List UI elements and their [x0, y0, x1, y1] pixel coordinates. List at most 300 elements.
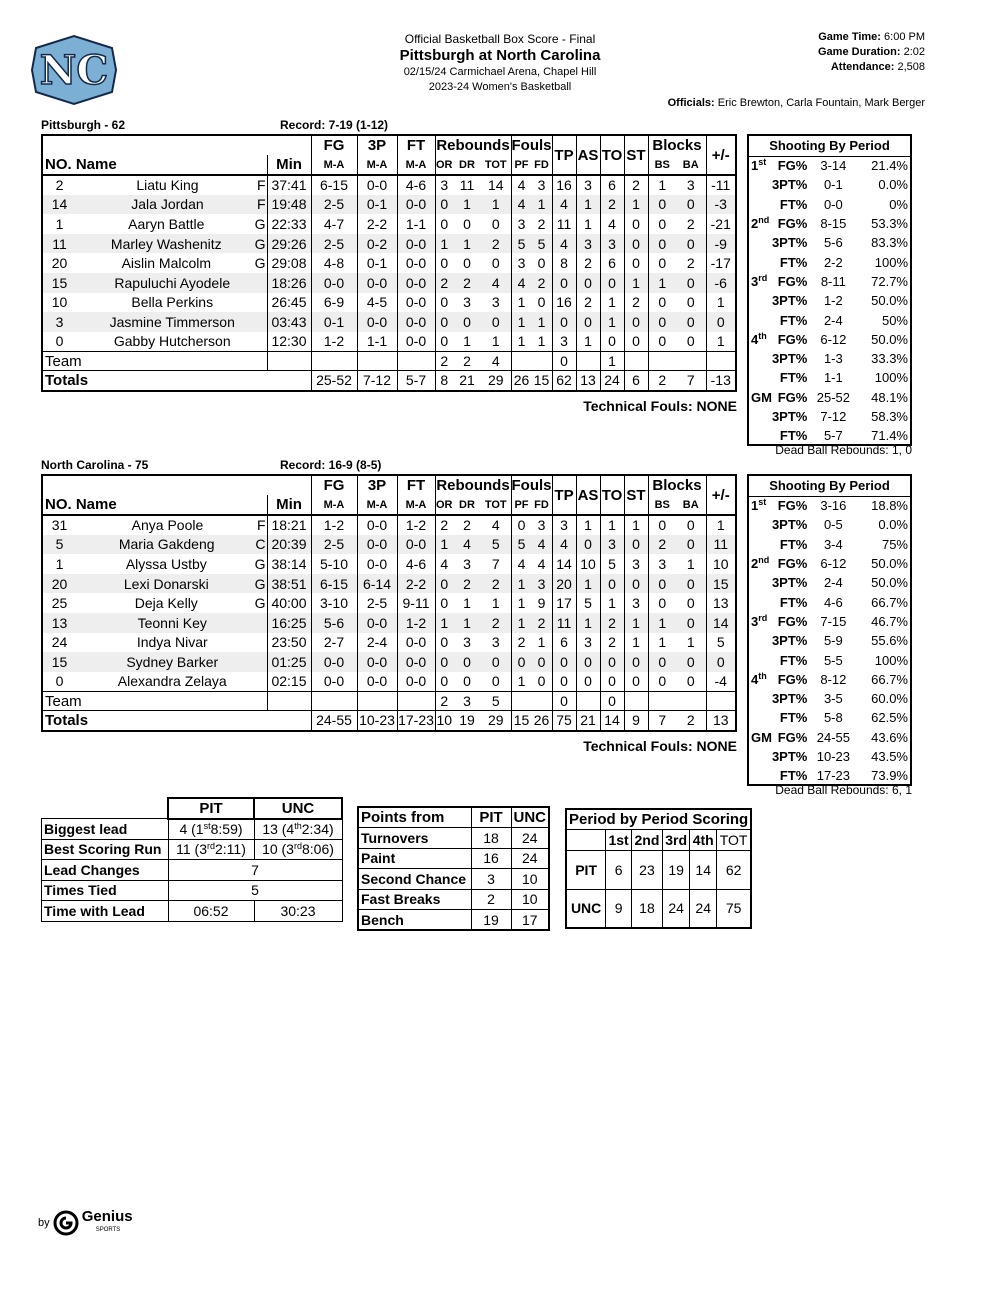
player-or: 1	[435, 535, 453, 555]
player-position: G	[254, 595, 266, 612]
player-or: 0	[435, 652, 453, 672]
player-name: Marley Washenitz	[110, 235, 222, 252]
player-name-cell	[76, 574, 267, 594]
sbp-row	[748, 156, 911, 175]
empty-cell	[676, 351, 706, 371]
player-tot: 0	[481, 312, 511, 332]
sbp-period	[748, 496, 772, 515]
sbp-row	[748, 252, 911, 271]
player-bs: 0	[648, 515, 676, 535]
sbp-period	[748, 368, 772, 387]
player-pm: 1	[706, 515, 736, 535]
sbp-period	[748, 388, 772, 407]
player-tp3: 2-2	[357, 214, 397, 234]
period-number: 1	[751, 498, 759, 514]
totals-tp: 62	[552, 371, 576, 391]
player-pf: 1	[511, 672, 532, 692]
totals-label: Totals	[42, 711, 311, 731]
team-or: 2	[435, 691, 453, 711]
player-number: 3	[42, 312, 76, 332]
player-to: 3	[600, 234, 624, 254]
player-row	[42, 273, 736, 293]
player-tot: 4	[481, 273, 511, 293]
period-score: 6	[606, 850, 632, 889]
time-with-lead-label: Time with Lead	[42, 901, 169, 922]
footer-by: by	[38, 1217, 50, 1229]
sbp-period	[748, 349, 772, 368]
player-fd: 0	[537, 673, 546, 690]
genius-logo-icon	[53, 1210, 79, 1236]
player-as: 5	[576, 593, 600, 613]
team1-dead-ball-rebounds: Dead Ball Rebounds: 1, 0	[775, 443, 912, 457]
player-ft: 0-0	[397, 633, 435, 653]
player-tp: 0	[552, 273, 576, 293]
period-number: 2	[751, 556, 759, 572]
sbp-row	[748, 214, 911, 233]
player-tp: 11	[552, 214, 576, 234]
sbp-period	[748, 233, 772, 252]
sbp-made-att: 8-15	[820, 216, 847, 232]
player-pf: 5	[511, 234, 532, 254]
player-pm: 11	[706, 535, 736, 555]
player-row	[42, 332, 736, 352]
player-min: 29:26	[267, 234, 311, 254]
player-dr: 2	[453, 273, 481, 293]
sbp-period	[748, 650, 772, 669]
player-min: 16:25	[267, 613, 311, 633]
sbp-row	[748, 535, 911, 554]
player-as: 1	[576, 574, 600, 594]
pm-header: +/-	[706, 135, 736, 175]
sbp-row	[748, 310, 911, 329]
team2-box-score	[41, 474, 737, 732]
player-tp: 16	[552, 175, 576, 195]
ba-header: BA	[682, 498, 699, 511]
player-ba: 0	[686, 294, 695, 311]
player-tot: 3	[491, 634, 500, 651]
player-fd: 3	[532, 175, 553, 195]
sbp-made-att: 3-4	[823, 536, 843, 552]
sbp-row	[748, 291, 911, 310]
fg-header: FG	[311, 475, 357, 495]
sbp-header-row	[748, 135, 911, 156]
team2-dead-ball-rebounds: Dead Ball Rebounds: 6, 1	[775, 783, 912, 797]
sbp-row	[748, 554, 911, 573]
player-to: 1	[600, 293, 624, 313]
player-as: 0	[576, 312, 600, 332]
team-tp: 0	[552, 351, 576, 371]
player-st: 2	[624, 293, 648, 313]
player-fd: 9	[537, 595, 546, 612]
period-header: 2nd	[631, 830, 662, 851]
footer-brand	[38, 1207, 133, 1236]
ma-header: M-A	[357, 495, 397, 515]
player-as: 1	[576, 515, 600, 535]
best-run-unc: 10 (3rd8:06)	[254, 839, 342, 860]
player-number: 11	[42, 234, 76, 254]
game-time-label: Game Time:	[818, 31, 881, 43]
player-dr: 0	[453, 312, 481, 332]
player-as: 2	[576, 253, 600, 273]
player-name: Deja Kelly	[134, 595, 198, 612]
sbp-made-att: 0-1	[823, 177, 843, 193]
period-scoring-row	[566, 889, 751, 928]
sbp-row	[748, 233, 911, 252]
as-header: AS	[576, 135, 600, 175]
player-as: 0	[576, 535, 600, 555]
sbp-pct: 33.3%	[871, 351, 908, 367]
player-min: 37:41	[267, 175, 311, 195]
player-dr: 2	[453, 574, 481, 594]
totals-fd: 26	[532, 711, 553, 731]
player-name: Alyssa Ustby	[125, 555, 207, 572]
player-position: G	[254, 255, 266, 272]
player-pm: 13	[706, 593, 736, 613]
totals-ft: 17-23	[397, 711, 435, 731]
player-fd: 3	[532, 515, 553, 535]
sbp-pct: 0%	[889, 196, 908, 212]
attendance: 2,508	[897, 61, 925, 73]
sbp-pct: 75%	[881, 536, 908, 552]
sbp-period	[748, 310, 772, 329]
player-fg: 6-9	[311, 293, 357, 313]
player-row	[42, 613, 736, 633]
player-name-cell	[76, 515, 267, 535]
period-number: 3	[751, 273, 759, 289]
player-as: 3	[576, 175, 600, 195]
player-dr: 11	[453, 175, 481, 195]
player-name: Lexi Donarski	[123, 575, 209, 592]
player-ft: 0-0	[397, 234, 435, 254]
player-ft: 0-0	[397, 195, 435, 215]
sbp-row	[748, 689, 911, 708]
sbp-made-att: 1-3	[823, 351, 843, 367]
totals-row	[42, 711, 736, 731]
biggest-lead-label: Biggest lead	[42, 819, 169, 840]
blocks-header: Blocks	[648, 135, 706, 155]
totals-row	[42, 371, 736, 391]
player-st: 0	[624, 234, 648, 254]
period-score: 24	[662, 889, 689, 928]
3p-header: 3P	[357, 475, 397, 495]
totals-fg: 25-52	[311, 371, 357, 391]
sbp-pct: 0.0%	[878, 517, 908, 533]
sbp-row	[748, 592, 911, 611]
sbp-period	[748, 612, 772, 631]
team1-record: Record: 7-19 (1-12)	[280, 118, 389, 132]
or-header: OR	[435, 155, 453, 175]
player-name-cell	[76, 332, 267, 352]
sbp-made-att: 5-8	[823, 710, 843, 726]
player-tp: 20	[552, 574, 576, 594]
player-fg: 2-5	[311, 234, 357, 254]
period-score: 19	[662, 850, 689, 889]
player-row	[42, 554, 736, 574]
sbp-period	[748, 592, 772, 611]
sbp-made-att: 4-6	[823, 594, 843, 610]
sbp-stat: FT%	[779, 427, 808, 443]
player-position: F	[256, 177, 266, 194]
player-ba: 0	[686, 333, 695, 350]
player-tp: 4	[552, 234, 576, 254]
player-as: 3	[576, 234, 600, 254]
player-to: 0	[600, 273, 624, 293]
player-tot: 2	[481, 613, 511, 633]
sbp-row	[748, 368, 911, 387]
player-ft: 1-2	[397, 613, 435, 633]
player-name: Liatu King	[136, 177, 199, 194]
player-min: 18:26	[267, 273, 311, 293]
player-st: 0	[624, 312, 648, 332]
sbp-made-att: 5-9	[823, 633, 843, 649]
or-header: OR	[435, 495, 453, 515]
player-pm: 10	[706, 554, 736, 574]
sbp-period	[748, 515, 772, 534]
player-ba: 2	[686, 215, 695, 232]
points-from-unc: 10	[511, 869, 549, 890]
player-or: 0	[435, 593, 453, 613]
period-score: 24	[690, 889, 717, 928]
totals-as: 13	[576, 371, 600, 391]
empty-cell	[648, 691, 676, 711]
player-fg: 5-6	[311, 613, 357, 633]
player-ba: 0	[686, 595, 695, 612]
sbp-made-att: 0-5	[823, 517, 843, 533]
team-dr: 2	[453, 351, 481, 371]
sbp-stat: 3PT%	[771, 633, 808, 649]
empty-cell	[532, 691, 553, 711]
totals-ba: 2	[676, 711, 706, 731]
player-name-cell	[76, 312, 267, 332]
sbp-made-att: 5-7	[823, 427, 843, 443]
player-fd: 0	[537, 294, 546, 311]
points-from-pit: 2	[471, 889, 511, 910]
sbp-stat: FG%	[777, 389, 808, 405]
player-row	[42, 253, 736, 273]
player-row	[42, 312, 736, 332]
dr-header: DR	[459, 498, 475, 511]
period-header: TOT	[717, 830, 752, 851]
player-fg: 4-8	[311, 253, 357, 273]
totals-fg: 24-55	[311, 711, 357, 731]
player-fg: 0-0	[311, 273, 357, 293]
sbp-header-row	[748, 475, 911, 496]
lead-changes-label: Lead Changes	[42, 860, 169, 881]
player-ba: 0	[676, 515, 706, 535]
player-dr: 0	[463, 673, 471, 690]
player-ba: 3	[676, 175, 706, 195]
player-dr: 1	[453, 234, 481, 254]
player-min: 38:51	[267, 574, 311, 594]
team1-technical-fouls	[480, 398, 737, 414]
player-fg: 2-7	[311, 633, 357, 653]
period-number: 4	[751, 671, 759, 687]
empty-cell	[311, 351, 357, 371]
time-with-lead-pit: 06:52	[168, 901, 254, 922]
player-min: 40:00	[267, 593, 311, 613]
player-st: 1	[624, 273, 648, 293]
sbp-made-att: 2-4	[823, 312, 843, 328]
player-tp3: 2-4	[357, 633, 397, 653]
sbp-pct: 50%	[881, 312, 908, 328]
player-ft: 4-6	[397, 554, 435, 574]
sbp-pct: 46.7%	[871, 613, 908, 629]
bs-header: BS	[648, 495, 676, 515]
player-fd: 2	[532, 273, 553, 293]
player-as: 0	[576, 273, 600, 293]
pf-header: PF	[511, 495, 532, 515]
player-name: Bella Perkins	[131, 294, 214, 311]
player-position: F	[256, 196, 266, 213]
totals-ft: 5-7	[397, 371, 435, 391]
game-duration: 2:02	[903, 46, 925, 58]
date-venue: 02/15/24 Carmichael Arena, Chapel Hill	[403, 66, 597, 78]
period-number: GM	[751, 389, 772, 405]
sbp-period	[748, 728, 772, 747]
fg-header: FG	[311, 135, 357, 155]
player-as: 1	[576, 613, 600, 633]
player-fg: 6-15	[311, 574, 357, 594]
player-st: 0	[624, 253, 648, 273]
player-st: 0	[624, 652, 648, 672]
sbp-pct: 43.6%	[871, 729, 908, 745]
player-st: 0	[624, 332, 648, 352]
player-tot: 3	[491, 294, 500, 311]
team-tot: 4	[481, 351, 511, 371]
player-bs: 1	[648, 175, 676, 195]
sbp-row	[748, 496, 911, 515]
player-name: Teonni Key	[137, 614, 207, 631]
player-as: 10	[576, 554, 600, 574]
player-fg: 1-2	[311, 515, 357, 535]
empty-cell	[397, 351, 435, 371]
tech-value: NONE	[696, 738, 737, 754]
player-as: 3	[576, 633, 600, 653]
sbp-made-att: 7-12	[820, 409, 847, 424]
empty-cell	[511, 351, 532, 371]
player-name-cell	[76, 214, 267, 234]
player-row	[42, 535, 736, 555]
sbp-made-att: 2-2	[823, 254, 843, 270]
player-ba: 2	[686, 255, 695, 272]
player-pf: 3	[511, 253, 532, 273]
sbp-made-att: 5-5	[823, 652, 843, 668]
player-number: 20	[42, 574, 76, 594]
sbp-row	[748, 272, 911, 291]
points-from-unc: 10	[511, 889, 549, 910]
player-number: 31	[42, 515, 76, 535]
player-tp3: 0-0	[357, 652, 397, 672]
tech-value: NONE	[696, 398, 737, 414]
sbp-period	[748, 670, 772, 689]
empty-cell	[706, 351, 736, 371]
period-score: 14	[690, 850, 717, 889]
player-to: 4	[600, 214, 624, 234]
sbp-pct: 60.0%	[871, 691, 908, 707]
player-tp3: 1-1	[357, 332, 397, 352]
sbp-stat: 3PT%	[771, 749, 808, 764]
logo-text: NC	[39, 47, 109, 94]
player-or: 0	[435, 214, 453, 234]
sbp-stat: FG%	[777, 273, 808, 289]
sbp-period	[748, 573, 772, 592]
team-row	[42, 351, 736, 371]
period-suffix: rd	[758, 272, 768, 283]
team2-technical-fouls	[480, 738, 737, 754]
points-from-pit: 19	[471, 910, 511, 931]
empty-cell	[566, 830, 606, 851]
ma-header: M-A	[311, 495, 357, 515]
player-name: Sydney Barker	[126, 653, 219, 670]
player-ft: 4-6	[397, 175, 435, 195]
player-number: 2	[42, 175, 76, 195]
sbp-stat: FT%	[779, 767, 808, 783]
sbp-stat: 3PT%	[771, 691, 808, 707]
sbp-row	[748, 631, 911, 650]
empty-cell	[267, 351, 311, 371]
totals-dr: 21	[453, 371, 481, 391]
player-name-cell	[76, 672, 267, 692]
pf-header: PF	[511, 155, 532, 175]
period-score: 23	[631, 850, 662, 889]
player-pf: 4	[511, 175, 532, 195]
tot-header: TOT	[484, 158, 507, 171]
player-number: 0	[55, 333, 64, 350]
officials-label: Officials:	[667, 97, 715, 109]
player-pf: 5	[511, 535, 532, 555]
player-to: 2	[600, 195, 624, 215]
game-stats-table	[41, 797, 343, 922]
sbp-period	[748, 195, 772, 214]
report-type: Official Basketball Box Score - Final	[404, 32, 596, 46]
totals-tp3: 10-23	[357, 711, 397, 731]
player-tp3: 2-5	[357, 593, 397, 613]
player-bs: 0	[648, 214, 676, 234]
player-min: 26:45	[267, 293, 311, 313]
player-dr: 3	[463, 634, 471, 651]
player-pf: 1	[511, 613, 532, 633]
sbp-stat: 3PT%	[771, 517, 808, 533]
period-scoring-title: Period by Period Scoring	[566, 809, 751, 830]
totals-dr: 19	[453, 711, 481, 731]
player-bs: 0	[648, 672, 676, 692]
player-pf: 4	[511, 273, 532, 293]
period-score: 62	[717, 850, 752, 889]
player-or: 0	[435, 312, 453, 332]
player-to: 1	[600, 312, 624, 332]
player-min: 18:21	[267, 515, 311, 535]
period-suffix: th	[758, 330, 767, 341]
points-from-table	[357, 806, 550, 931]
sbp-pct: 55.6%	[871, 633, 908, 649]
player-row	[42, 214, 736, 234]
period-score: 9	[606, 889, 632, 928]
player-number: 10	[51, 294, 68, 311]
player-name-cell	[76, 273, 267, 293]
player-name-cell	[76, 613, 267, 633]
player-bs: 0	[648, 593, 676, 613]
player-tp3: 4-5	[357, 293, 397, 313]
biggest-lead-unc: 13 (4th2:34)	[254, 819, 342, 840]
totals-st: 6	[624, 371, 648, 391]
player-fd: 2	[532, 613, 553, 633]
player-pm: -6	[706, 273, 736, 293]
empty-cell	[624, 351, 648, 371]
sbp-pct: 21.4%	[871, 158, 908, 174]
player-pf: 4	[511, 554, 532, 574]
player-dr: 0	[463, 215, 471, 232]
player-min: 03:43	[267, 312, 311, 332]
